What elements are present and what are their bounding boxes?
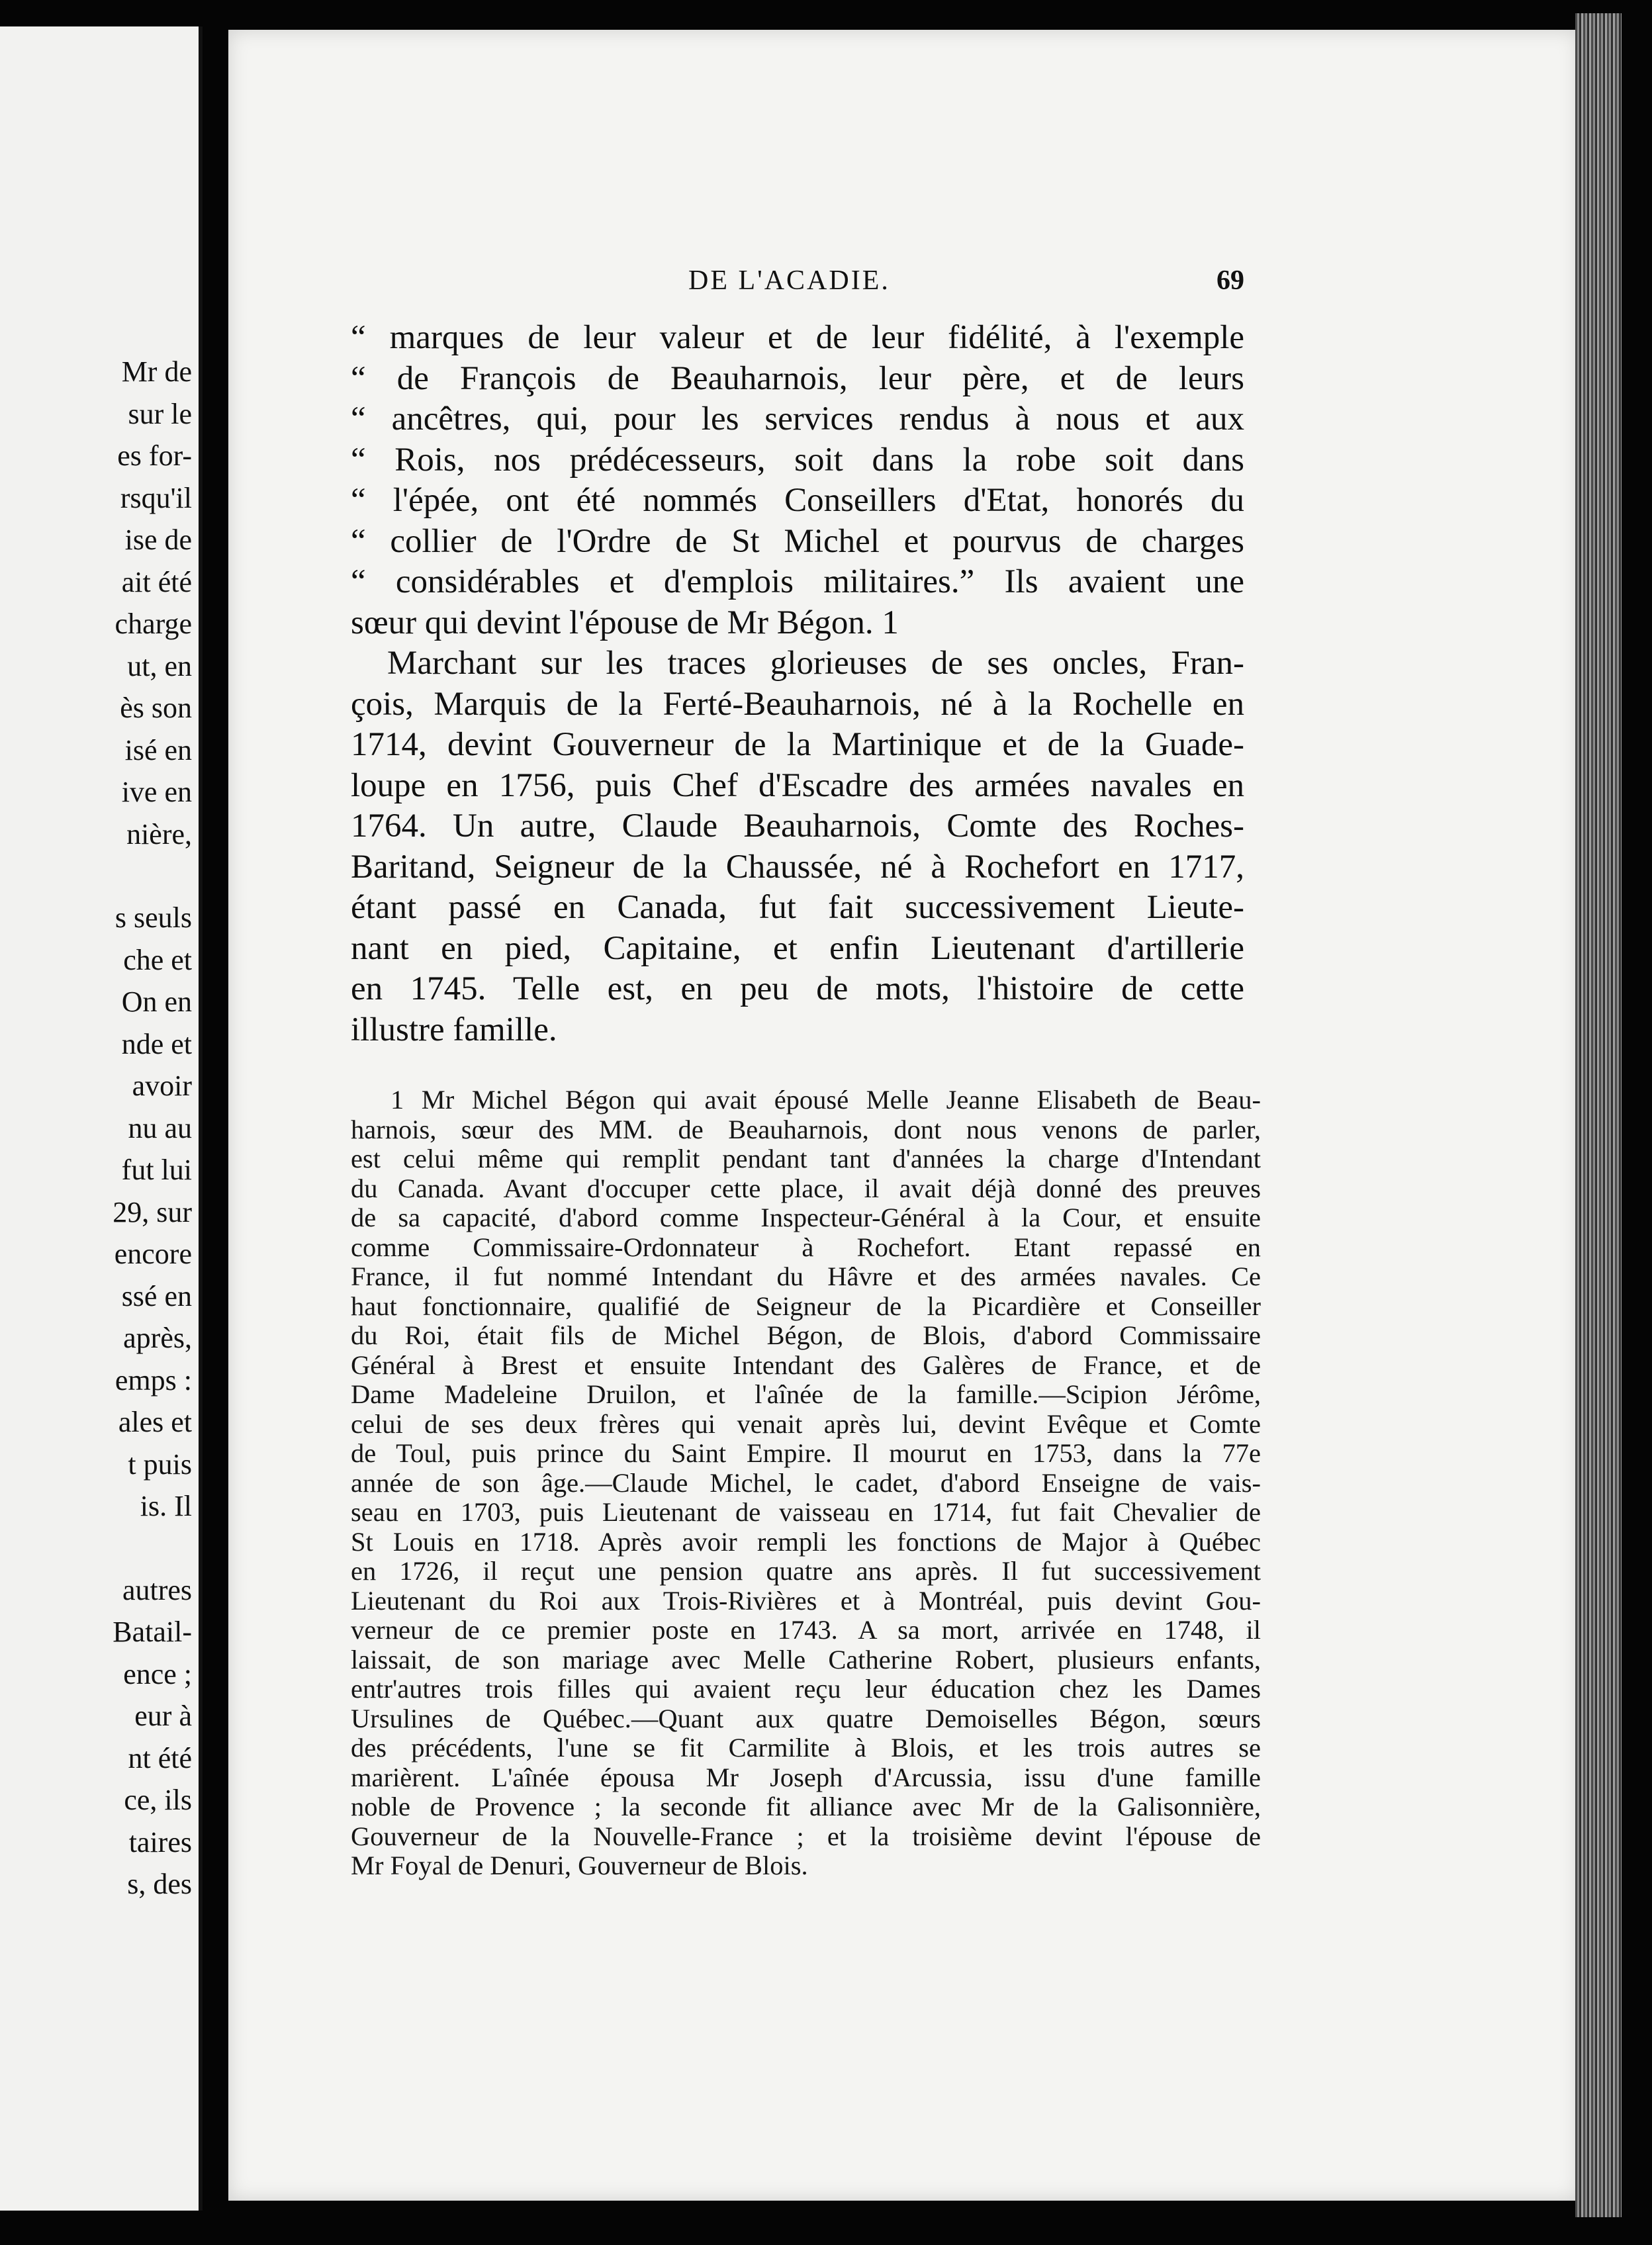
- footnote-line: en 1726, il reçut une pension quatre ans après. Il fut successivement: [351, 1556, 1261, 1586]
- facing-line: fut lui: [121, 1154, 192, 1186]
- footnote-line: celui de ses deux frères qui venait après lui, devint Evêque et Comte: [351, 1408, 1261, 1439]
- footnote-line: Lieutenant du Roi aux Trois-Rivières et à Montréal, puis devint Gou-: [351, 1585, 1261, 1616]
- facing-page-text: [0, 351, 192, 1905]
- text-line: en 1745. Telle est, en peu de mots, l'histoire de cette: [351, 970, 1244, 1007]
- book-edge: [1575, 13, 1622, 2217]
- facing-line: autres: [122, 1573, 192, 1606]
- facing-line: ive en: [121, 776, 192, 808]
- facing-line: ut, en: [127, 649, 192, 682]
- facing-line: Mr de: [121, 355, 192, 388]
- facing-line: On en: [121, 985, 192, 1018]
- footnote-line: St Louis en 1718. Après avoir rempli les fonctions de Major à Québec: [351, 1526, 1261, 1557]
- facing-line: eur à: [134, 1700, 192, 1732]
- footnote-line: du Canada. Avant d'occuper cette place, il avait déjà donné des preuves: [351, 1173, 1261, 1203]
- text-line: Marchant sur les traces glorieuses de ses oncles, Fran-: [387, 645, 1244, 682]
- footnote-line: Dame Madeleine Druilon, et l'aînée de la famille.—Scipion Jérôme,: [351, 1379, 1261, 1409]
- facing-line: ès son: [120, 692, 192, 724]
- text-line: “ l'épée, ont été nommés Conseillers d'Etat, honorés du: [351, 482, 1244, 519]
- running-title: DE L'ACADIE.: [688, 265, 890, 296]
- footnote-line: année de son âge.—Claude Michel, le cadet, d'abord Enseigne de vais-: [351, 1467, 1261, 1498]
- footnote-line: harnois, sœur des MM. de Beauharnois, dont nous venons de parler,: [351, 1114, 1261, 1144]
- footnote-line: du Roi, était fils de Michel Bégon, de Blois, d'abord Commissaire: [351, 1320, 1261, 1350]
- footnote-line: Gouverneur de la Nouvelle-France ; et la troisième devint l'épouse de: [351, 1821, 1261, 1851]
- footnote-line: noble de Provence ; la seconde fit alliance avec Mr de la Galisonnière,: [351, 1792, 1261, 1821]
- facing-line: taires: [128, 1825, 192, 1858]
- footnote: [351, 1085, 1261, 1881]
- paragraph-2: [351, 643, 1244, 1050]
- facing-line: encore: [114, 1238, 192, 1270]
- footnote-line: 1 Mr Michel Bégon qui avait épousé Melle Jeanne Elisabeth de Beau-: [390, 1085, 1261, 1115]
- text-line: “ de François de Beauharnois, leur père, et de leurs: [351, 359, 1244, 397]
- text-line: sœur qui devint l'épouse de Mr Bégon. 1: [351, 604, 899, 641]
- text-line: Baritand, Seigneur de la Chaussée, né à Rochefort en 1717,: [351, 848, 1244, 886]
- facing-line: ise de: [124, 524, 192, 556]
- paragraph-1: [351, 318, 1244, 643]
- facing-line: après,: [123, 1322, 192, 1354]
- facing-line: Batail-: [113, 1616, 192, 1648]
- text-line: çois, Marquis de la Ferté-Beauharnois, né à la Rochelle en: [351, 685, 1244, 723]
- footnote-line: des précédents, l'une se fit Carmilite à Blois, et les trois autres se: [351, 1733, 1261, 1763]
- facing-line: rsqu'il: [120, 481, 192, 514]
- facing-line: nière,: [126, 817, 192, 850]
- facing-line: ait été: [121, 565, 192, 598]
- facing-line: nu au: [128, 1111, 192, 1144]
- text-line: “ Rois, nos prédécesseurs, soit dans la robe soit dans: [351, 441, 1244, 479]
- footnote-line: seau en 1703, puis Lieutenant de vaisseau en 1714, fut fait Chevalier de: [351, 1497, 1261, 1527]
- facing-line: s, des: [127, 1868, 192, 1900]
- footnote-line: verneur de ce premier poste en 1743. A sa mort, arrivée en 1748, il: [351, 1615, 1261, 1645]
- running-header: [688, 265, 1244, 304]
- footnote-line: France, il fut nommé Intendant du Hâvre et des armées navales. Ce: [351, 1261, 1261, 1291]
- footnote-line: laissait, de son mariage avec Melle Catherine Robert, plusieurs enfants,: [351, 1644, 1261, 1674]
- text-line: nant en pied, Capitaine, et enfin Lieutenant d'artillerie: [351, 929, 1244, 967]
- facing-line: s seuls: [115, 901, 192, 934]
- facing-line: 29, sur: [113, 1195, 192, 1228]
- facing-page: [0, 26, 203, 2211]
- footnote-line: est celui même qui remplit pendant tant d'années la charge d'Intendant: [351, 1144, 1261, 1173]
- text-line: étant passé en Canada, fut fait successivement Lieute-: [351, 889, 1244, 926]
- text-line: “ ancêtres, qui, pour les services rendus à nous et aux: [351, 400, 1244, 437]
- text-line: loupe en 1756, puis Chef d'Escadre des armées navales en: [351, 766, 1244, 804]
- footnote-line: de Toul, puis prince du Saint Empire. Il mourut en 1753, dans la 77e: [351, 1438, 1261, 1468]
- facing-line: nt été: [128, 1741, 192, 1774]
- text-line: “ collier de l'Ordre de St Michel et pourvus de charges: [351, 522, 1244, 560]
- facing-gap: [0, 855, 192, 897]
- text-line: “ considérables et d'emplois militaires.” Ils avaient une: [351, 563, 1244, 600]
- facing-line: isé en: [124, 733, 192, 766]
- footnote-line: haut fonctionnaire, qualifié de Seigneur de la Picardière et Conseiller: [351, 1291, 1261, 1321]
- text-line: “ marques de leur valeur et de leur fidélité, à l'exemple: [351, 319, 1244, 356]
- facing-line: ssé en: [121, 1279, 192, 1312]
- facing-gap: [0, 1528, 192, 1569]
- facing-line: es for-: [117, 439, 192, 472]
- text-line: illustre famille.: [351, 1011, 557, 1048]
- footnote-line: de sa capacité, d'abord comme Inspecteur-Général à la Cour, et ensuite: [351, 1203, 1261, 1232]
- page-number: 69: [1216, 265, 1244, 296]
- body-text: [351, 318, 1244, 1050]
- footnote-line: Mr Foyal de Denuri, Gouverneur de Blois.: [351, 1851, 808, 1880]
- facing-line: ales et: [118, 1406, 192, 1438]
- facing-line: emps :: [115, 1363, 192, 1397]
- facing-line: che et: [123, 943, 192, 976]
- facing-line: ence ;: [123, 1657, 192, 1690]
- footnote-line: comme Commissaire-Ordonnateur à Rochefort. Etant repassé en: [351, 1232, 1261, 1262]
- footnote-line: Ursulines de Québec.—Quant aux quatre Demoiselles Bégon, sœurs: [351, 1703, 1261, 1733]
- facing-line: t puis: [128, 1447, 192, 1481]
- facing-line: nde et: [121, 1027, 192, 1060]
- footnote-line: entr'autres trois filles qui avaient reçu leur éducation chez les Dames: [351, 1674, 1261, 1704]
- footnote-line: marièrent. L'aînée épousa Mr Joseph d'Arcussia, issu d'une famille: [351, 1762, 1261, 1792]
- facing-line: ce, ils: [124, 1784, 192, 1816]
- footnote-line: Général à Brest et ensuite Intendant des Galères de France, et de: [351, 1350, 1261, 1380]
- text-line: 1764. Un autre, Claude Beauharnois, Comte des Roches-: [351, 807, 1244, 845]
- facing-line: charge: [115, 608, 192, 640]
- facing-line: avoir: [132, 1070, 192, 1102]
- facing-line: is. Il: [140, 1490, 192, 1522]
- text-line: 1714, devint Gouverneur de la Martinique et de la Guade-: [351, 726, 1244, 763]
- facing-line: sur le: [128, 397, 192, 430]
